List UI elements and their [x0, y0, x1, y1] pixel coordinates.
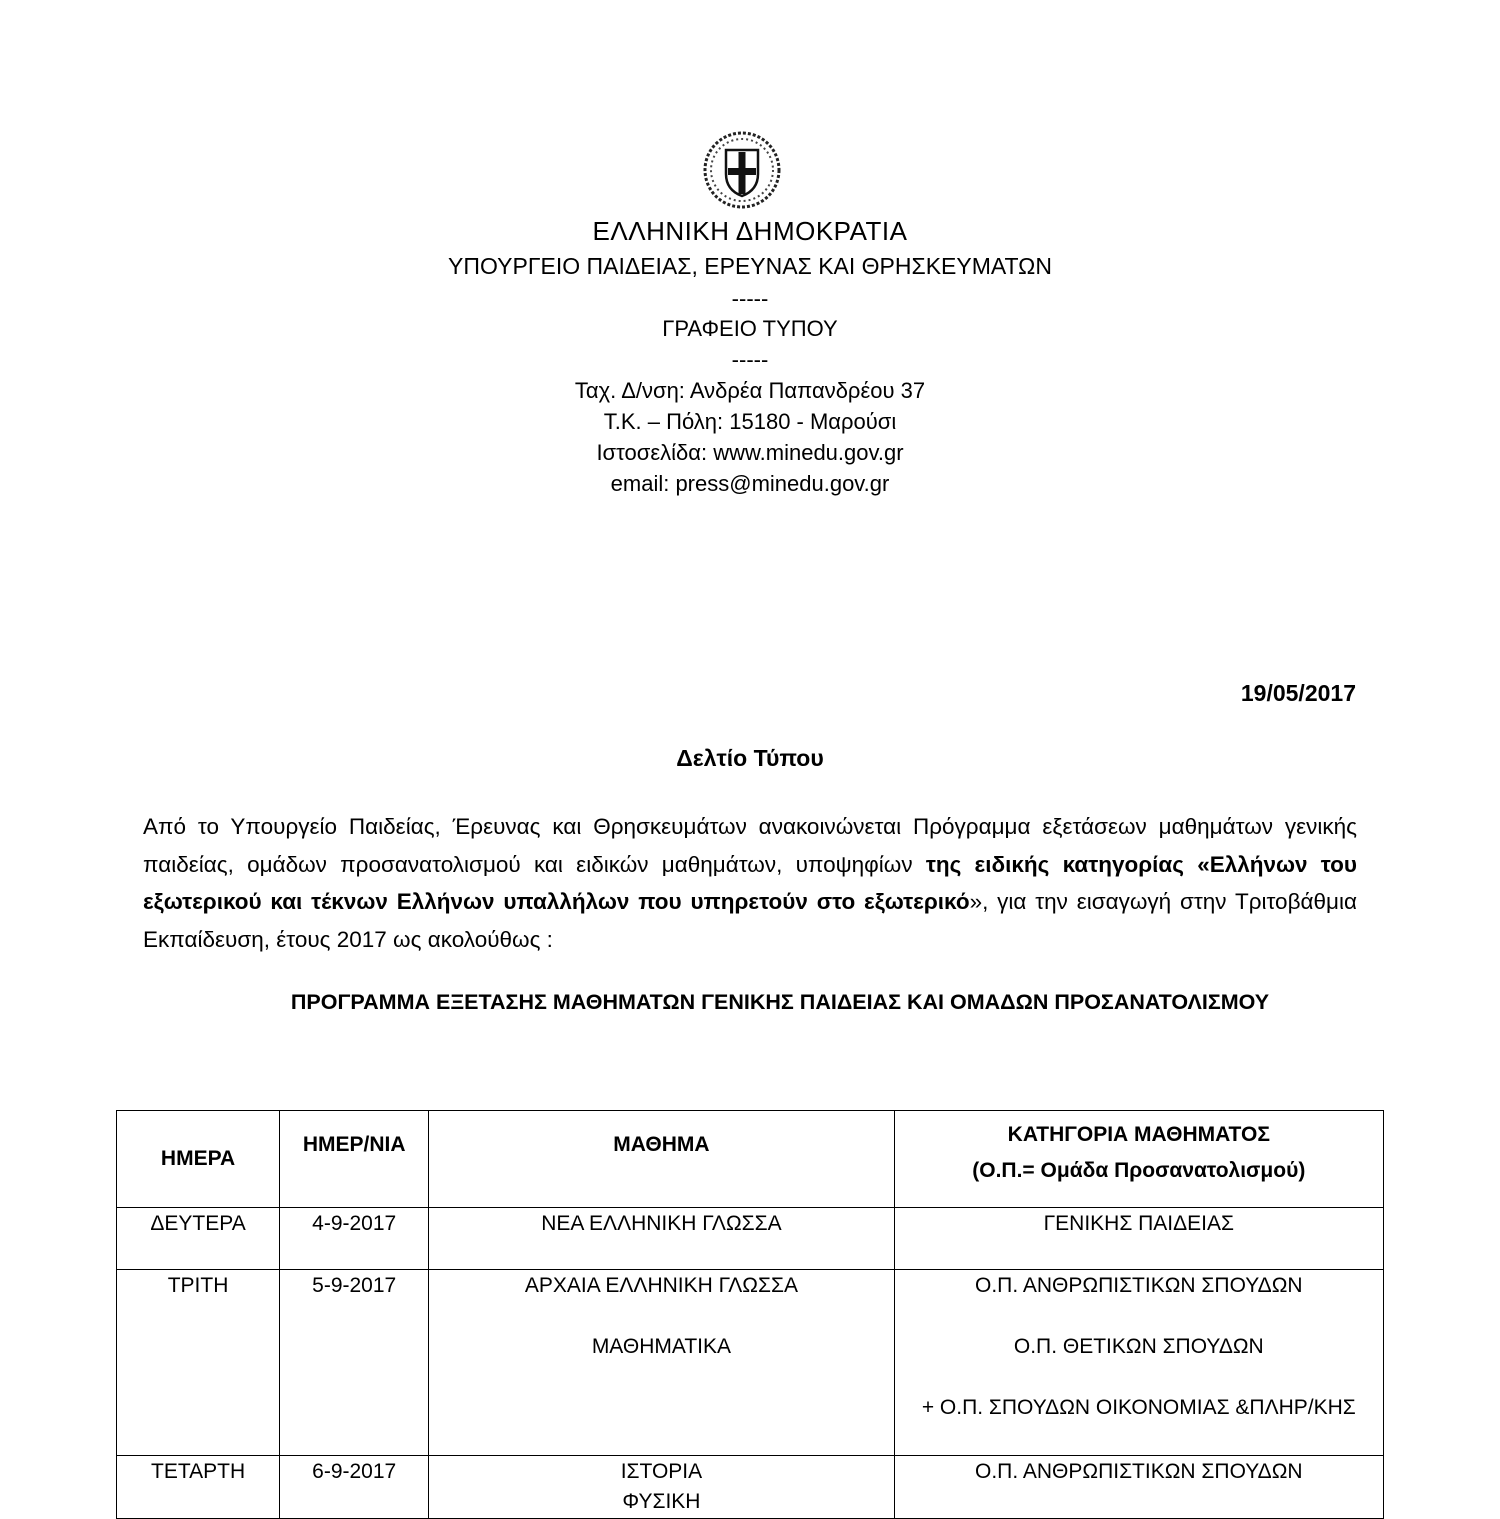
date-text: 4-9-2017 [312, 1212, 397, 1235]
day-text: ΤΡΙΤΗ [167, 1274, 229, 1297]
header-ministry: ΥΠΟΥΡΓΕΙΟ ΠΑΙΔΕΙΑΣ, ΕΡΕΥΝΑΣ ΚΑΙ ΘΡΗΣΚΕΥΜΑΤΩΝ [448, 253, 1052, 279]
subject-text: ΝΕΑ ΕΛΛΗΝΙΚΗ ΓΛΩΣΣΑ [541, 1212, 782, 1235]
body-text-part2: », για την εισαγωγή στην Τριτοβάθμια Εκπαίδευση, έτους 2017 ως ακολούθως : [143, 889, 1358, 952]
cell-category [894, 1270, 1383, 1456]
table-header-row [117, 1111, 1384, 1208]
date-text: 5-9-2017 [312, 1274, 397, 1297]
header-country: ΕΛΛΗΝΙΚΗ ΔΗΜΟΚΡΑΤΙΑ [592, 216, 908, 246]
category-text: ΓΕΝΙΚΗΣ ΠΑΙΔΕΙΑΣ [1043, 1212, 1235, 1235]
header-category [894, 1111, 1383, 1208]
coat-of-arms-icon [702, 130, 782, 210]
cell-subject [429, 1456, 894, 1519]
category-text: Ο.Π. ΑΝΘΡΩΠΙΣΤΙΚΩΝ ΣΠΟΥΔΩΝ [975, 1274, 1303, 1297]
header-date [280, 1111, 429, 1208]
section-title: ΠΡΟΓΡΑΜΜΑ ΕΞΕΤΑΣΗΣ ΜΑΘΗΜΑΤΩΝ ΓΕΝΙΚΗΣ ΠΑΙΔΕΙΑΣ ΚΑΙ ΟΜΑΔΩΝ ΠΡΟΣΑΝΑΤΟΛΙΣΜΟΥ [290, 990, 1270, 1014]
header-day: ΗΜΕΡΑ [117, 1111, 280, 1208]
header-office: ΓΡΑΦΕΙΟ ΤΥΠΟΥ [662, 316, 838, 341]
header-category-line1: ΚΑΤΗΓΟΡΙΑ ΜΑΘΗΜΑΤΟΣ [1007, 1123, 1270, 1146]
header-date-label: ΗΜΕΡ/ΝΙΑ [302, 1133, 406, 1156]
category-text: Ο.Π. ΑΝΘΡΩΠΙΣΤΙΚΩΝ ΣΠΟΥΔΩΝ [975, 1460, 1303, 1483]
header-address: Ταχ. Δ/νση: Ανδρέα Παπανδρέου 37 [574, 378, 926, 403]
cell-day [117, 1208, 280, 1270]
category-text: Ο.Π. ΘΕΤΙΚΩΝ ΣΠΟΥΔΩΝ [1013, 1335, 1264, 1358]
table-row [117, 1456, 1384, 1519]
cell-subject [429, 1208, 894, 1270]
cell-day [117, 1456, 280, 1519]
day-text: ΤΕΤΑΡΤΗ [151, 1460, 246, 1483]
header-separator: ----- [731, 286, 769, 311]
header-subject [429, 1111, 894, 1208]
date-text: 6-9-2017 [312, 1460, 397, 1483]
header-website: Ιστοσελίδα: www.minedu.gov.gr [596, 440, 904, 465]
table-row [117, 1208, 1384, 1270]
header-subject-label: ΜΑΘΗΜΑ [613, 1133, 710, 1156]
table-row [117, 1270, 1384, 1456]
cell-day [117, 1270, 280, 1456]
document-title: Δελτίο Τύπου [676, 745, 824, 771]
cell-date [280, 1208, 429, 1270]
cell-category [894, 1456, 1383, 1519]
header-email: email: press@minedu.gov.gr [610, 471, 890, 496]
subject-text: ΙΣΤΟΡΙΑ [620, 1460, 703, 1483]
header-separator: ----- [731, 347, 769, 372]
subject-text: ΑΡΧΑΙΑ ΕΛΛΗΝΙΚΗ ΓΛΩΣΣΑ [524, 1274, 798, 1297]
header-category-line2: (Ο.Π.= Ομάδα Προσανατολισμού) [972, 1159, 1306, 1182]
header-postal: Τ.Κ. – Πόλη: 15180 - Μαρούσι [603, 409, 897, 434]
subject-text: ΜΑΘΗΜΑΤΙΚΑ [591, 1335, 731, 1358]
press-release-date: 19/05/2017 [1240, 680, 1356, 706]
cell-category [894, 1208, 1383, 1270]
cell-date [280, 1456, 429, 1519]
exam-schedule-table [116, 1110, 1384, 1519]
body-paragraph [143, 808, 1357, 958]
category-text: + Ο.Π. ΣΠΟΥΔΩΝ ΟΙΚΟΝΟΜΙΑΣ &ΠΛΗΡ/ΚΗΣ [921, 1396, 1356, 1419]
cell-subject [429, 1270, 894, 1456]
body-text-bold: της ειδικής κατηγορίας «Ελλήνων του εξωτερικού και τέκνων Ελλήνων υπαλλήλων που υπηρετούν στο εξωτερικό [143, 851, 1358, 914]
cell-date [280, 1270, 429, 1456]
subject-text: ΦΥΣΙΚΗ [622, 1490, 701, 1513]
body-text-part1: Από το Υπουργείο Παιδείας, Έρευνας και Θρησκευμάτων ανακοινώνεται Πρόγραμμα εξετάσεων μαθημάτων γενικής παιδείας, ομάδων προσανατολισμού και ειδικών μαθημάτων, υποψηφίων [143, 814, 1357, 877]
day-text: ΔΕΥΤΕΡΑ [150, 1212, 246, 1235]
